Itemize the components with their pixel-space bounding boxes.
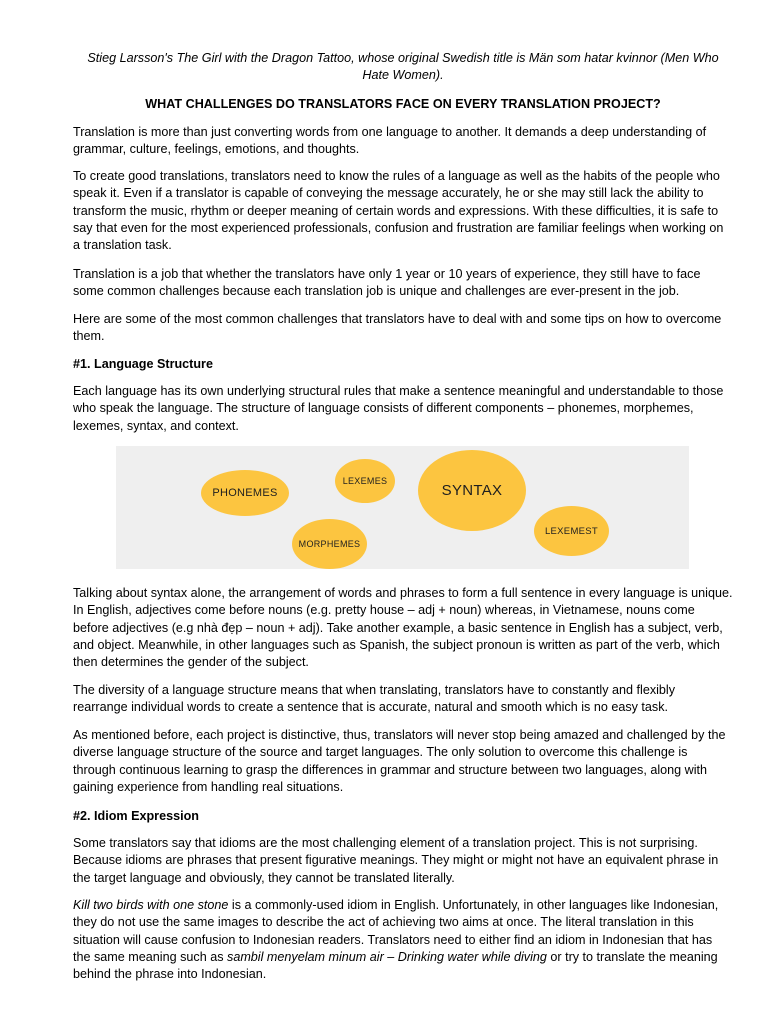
paragraph-3: Translation is a job that whether the translators have only 1 year or 10 years of experience, they still have to face some common challenges because each translation job is unique and challenges are ever-present in the job. (73, 267, 701, 299)
paragraph-1: Translation is more than just converting words from one language to another. It demands a deep understanding of grammar, culture, feelings, emotions, and thoughts. (73, 125, 707, 157)
syntax-label: SYNTAX (441, 482, 503, 499)
paragraph-5: Each language has its own underlying structural rules that make a sentence meaningful and understandable to those who speak the language. The structure of language consists of different components – phonemes, morphemes, lexemes, syntax, and context. (73, 384, 724, 433)
idiom-english: Kill two birds with one stone (73, 898, 229, 912)
paragraph-9: Some translators say that idioms are the most challenging element of a translation project. This is not surprising. Because idioms are phrases that present figurative meanings. They might or might not have an equivalent phrase in the target language and obviously, they cannot be translated literally. (73, 836, 719, 885)
paragraph-7: The diversity of a language structure means that when translating, translators have to constantly and flexibly rearrange individual words to create a sentence that is accurate, natural and smooth which is no easy task. (73, 683, 676, 715)
paragraph-8: As mentioned before, each project is distinctive, thus, translators will never stop being amazed and challenged by the diverse language structure of the source and target languages. The only solution to overcome this challenge is through continuous learning to grasp the differences in grammar and structure between two languages, along with gaining experience from handling real situations. (73, 728, 726, 794)
paragraph-10-text-b: or try to translate the meaning behind the phrase into Indonesian. (73, 949, 718, 982)
morphemes-label: MORPHEMES (298, 539, 361, 549)
section-2-title: #2. Idiom Expression (73, 809, 199, 823)
lexemest-bubble (534, 506, 609, 556)
paragraph-4: Here are some of the most common challenges that translators have to deal with and some tips on how to overcome them. (73, 312, 722, 344)
paragraph-6: Talking about syntax alone, the arrangement of words and phrases to form a full sentence in every language is unique. In English, adjectives come before nouns (e.g. pretty house – adj + noun) whereas, in Vietnamese, nouns come before adjectives (e.g nhà đẹp – noun + adj). Take another example, a basic sentence in English has a subject, verb, and object. Meanwhile, in other languages such as Spanish, the subject pronoun is written as part of the verb, which then determines the gender of the subject. (73, 586, 733, 670)
intro-italic-paragraph: Stieg Larsson's The Girl with the Dragon Tattoo, whose original Swedish title is Män som hatar kvinnor (Men Who Hate Women). (87, 51, 719, 83)
syntax-bubble (418, 450, 526, 531)
phonemes-bubble (201, 470, 289, 516)
paragraph-10-text-a: is a commonly-used idiom in English. Unfortunately, in other languages like Indonesian, they do not use the same images to describe the act of achieving two aims at once. The literal translation in this situation will cause confusion to Indonesian readers. Translators need to either find an idiom in Indonesian that has the same meaning such as (73, 898, 719, 964)
phonemes-label: PHONEMES (212, 487, 278, 499)
language-structure-diagram (116, 446, 689, 569)
paragraph-2: To create good translations, translators need to know the rules of a language as well as the habits of the people who speak it. Even if a translator is capable of conveying the message accurately, he or she may still lack the ability to transform the music, rhythm or deeper meaning of certain words and expressions. With these difficulties, it is safe to say that even for the most experienced professionals, confusion and frustration are familiar feelings when working on a translation task. (73, 169, 724, 253)
morphemes-bubble (292, 519, 367, 569)
lexemes-label: LEXEMES (342, 476, 388, 486)
paragraph-10 (73, 897, 733, 983)
idiom-indonesian: sambil menyelam minum air – Drinking water while diving (227, 949, 547, 964)
lexemes-bubble (335, 459, 395, 503)
lexemest-label: LEXEMEST (544, 525, 599, 537)
section-1-title: #1. Language Structure (73, 357, 213, 371)
document-heading: WHAT CHALLENGES DO TRANSLATORS FACE ON EVERY TRANSLATION PROJECT? (145, 97, 661, 111)
